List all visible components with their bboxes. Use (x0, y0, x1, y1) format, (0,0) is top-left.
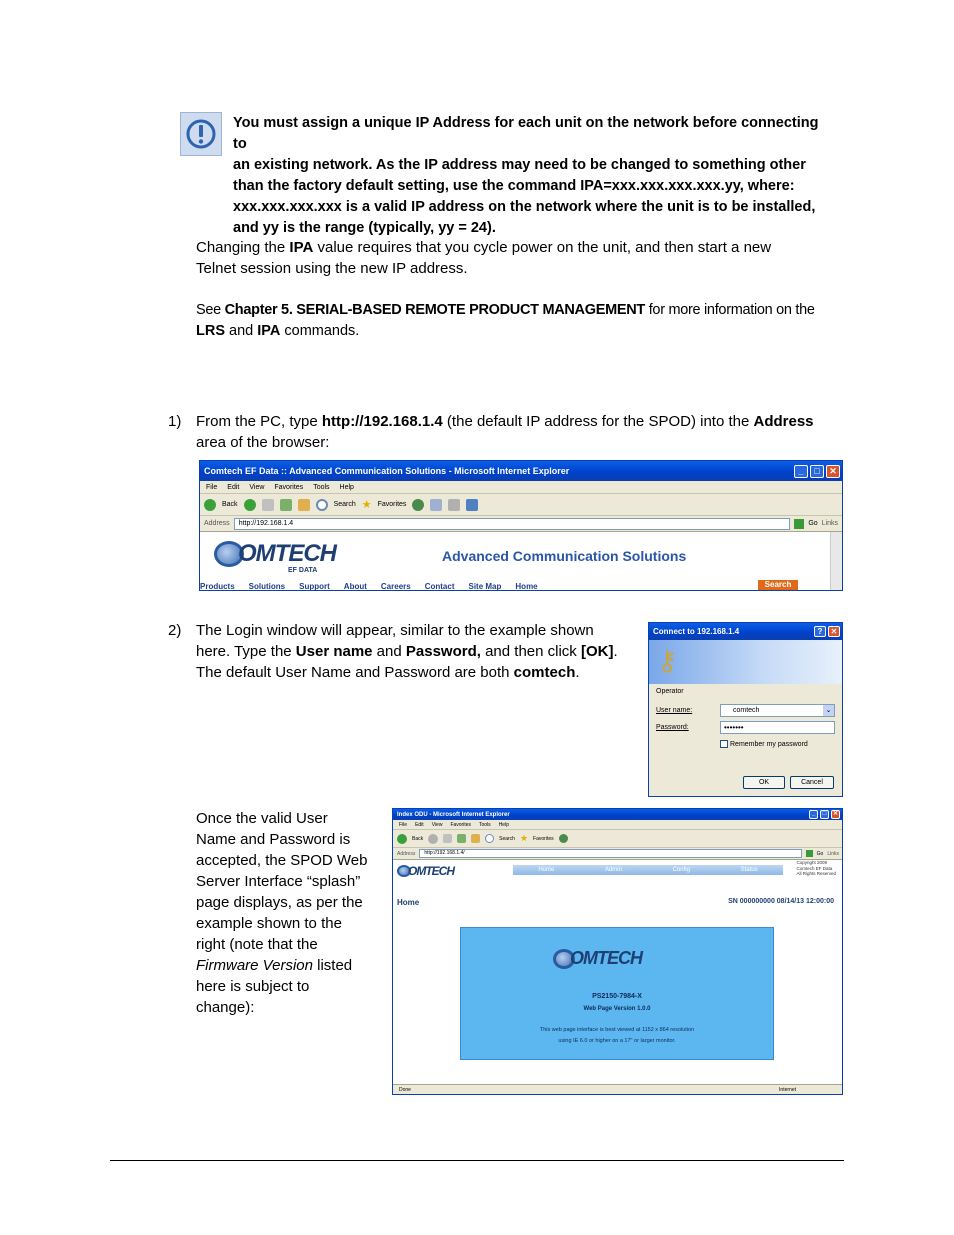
back-button[interactable]: Back (222, 501, 238, 508)
links-button[interactable]: Links (827, 850, 839, 857)
nav-about[interactable]: About (343, 582, 367, 591)
menu-file[interactable]: File (399, 821, 408, 828)
minimize-icon[interactable]: _ (809, 810, 818, 819)
username-label: User name: (656, 707, 693, 714)
menu-tools[interactable]: Tools (479, 821, 491, 828)
nav-sitemap[interactable]: Site Map (468, 582, 502, 591)
nav-solutions[interactable]: Solutions (248, 582, 286, 591)
realm-text: Operator (656, 688, 684, 695)
print-icon[interactable] (448, 499, 460, 511)
chevron-down-icon[interactable]: ⌄ (823, 705, 834, 716)
refresh-icon[interactable] (457, 834, 466, 843)
menu-help[interactable]: Help (339, 483, 354, 491)
address-bar: Address http://192.168.1.4/ Go Links (393, 848, 842, 860)
mail-icon[interactable] (430, 499, 442, 511)
nav-products[interactable]: Products (200, 582, 235, 591)
home-icon[interactable] (298, 499, 310, 511)
address-input[interactable]: http://192.168.1.4/ (419, 849, 801, 858)
best-viewed-line2: using IE 6.0 or higher on a 17" or larger monitor. (558, 1038, 676, 1044)
search-site-button[interactable]: Search (758, 580, 798, 591)
history-icon[interactable] (559, 834, 568, 843)
nav-home[interactable]: Home (538, 867, 555, 873)
go-button[interactable]: Go (816, 850, 824, 857)
help-icon[interactable]: ? (814, 626, 826, 637)
toolbar (200, 494, 842, 516)
forward-icon[interactable] (244, 499, 256, 511)
step1-text: From the PC, type http://192.168.1.4 (the default IP address for the SPOD) into the Address area of the browser: (196, 413, 814, 451)
go-arrow-icon[interactable] (794, 519, 804, 529)
password-label: Password: (656, 724, 689, 731)
dialog-title-bar: Connect to 192.168.1.4 ? ✕ (649, 623, 842, 640)
menu-bar (393, 820, 842, 830)
stop-icon[interactable] (443, 834, 452, 843)
edit-icon[interactable] (466, 499, 478, 511)
note-line: xxx.xxx.xxx.xxx is a valid IP address on the network where the unit is to be installed, (233, 199, 816, 215)
menu-tools[interactable]: Tools (313, 483, 330, 491)
nav-contact[interactable]: Contact (424, 582, 455, 591)
status-bar (393, 1084, 842, 1094)
nav-status[interactable]: Status (740, 867, 758, 873)
step-number: 1) (168, 413, 182, 430)
dialog-banner (649, 640, 842, 684)
close-icon[interactable]: ✕ (826, 465, 840, 478)
favorites-button[interactable]: Favorites (533, 835, 554, 842)
stop-icon[interactable] (262, 499, 274, 511)
star-icon[interactable]: ★ (361, 499, 372, 511)
nav-config[interactable]: Config (672, 867, 690, 873)
search-icon[interactable] (485, 834, 494, 843)
footer-divider (110, 1160, 844, 1161)
splash-page (393, 860, 842, 1084)
back-icon[interactable] (397, 834, 407, 844)
splash-nav (513, 865, 783, 875)
toolbar (393, 830, 842, 848)
copyright: Copyright 2009 Comtech EF Data All Rights Reserved (796, 860, 836, 876)
address-bar: Address http://192.168.1.4 Go Links (200, 516, 842, 532)
site-nav (200, 582, 538, 591)
password-input[interactable]: ••••••• (720, 721, 835, 734)
forward-icon[interactable] (428, 834, 438, 844)
step-number: 2) (168, 622, 182, 639)
search-button[interactable]: Search (333, 501, 356, 508)
favorites-button[interactable]: Favorites (377, 501, 407, 508)
maximize-icon[interactable]: □ (810, 465, 824, 478)
nav-careers[interactable]: Careers (380, 582, 411, 591)
web-page-version: Web Page Version 1.0.0 (583, 1006, 651, 1012)
splash-description: Once the valid User Name and Password is accepted, the SPOD Web Server Interface “splash” page displays, as per the example shown to the right (note that the Firmware Version listed here is subject to change): (196, 810, 368, 1016)
keys-icon: ⚷ (657, 645, 678, 676)
tagline: Advanced Communication Solutions (442, 548, 687, 564)
menu-edit[interactable]: Edit (227, 483, 240, 491)
nav-home[interactable]: Home (515, 582, 538, 591)
note-line: and yy is the range (typically, yy = 24). (233, 220, 496, 236)
close-icon[interactable]: ✕ (832, 811, 839, 817)
links-button[interactable]: Links (821, 520, 838, 527)
close-icon[interactable]: ✕ (828, 626, 840, 637)
menu-file[interactable]: File (206, 483, 218, 491)
page-heading: Home (397, 898, 420, 907)
note-text (233, 113, 833, 239)
menu-favorites[interactable]: Favorites (274, 483, 304, 491)
paragraph-see-chapter: See Chapter 5. SERIAL-BASED REMOTE PRODUCT MANAGEMENT for more information on the LRS and IPA commands. (196, 302, 815, 339)
exclamation-circle-icon (185, 118, 217, 150)
status-zone: Internet (779, 1086, 796, 1093)
back-button[interactable]: Back (412, 835, 424, 842)
paragraph-ipa: Changing the IPA value requires that you cycle power on the unit, and then start a new Telnet session using the new IP address. (196, 239, 772, 277)
note-line: an existing network. As the IP address may need to be changed to something other (233, 157, 806, 173)
minimize-icon[interactable]: _ (794, 465, 808, 478)
go-button[interactable]: Go (808, 520, 818, 527)
remember-checkbox[interactable]: Remember my password (720, 740, 808, 748)
browser-window-splash (392, 808, 843, 1095)
note-line: You must assign a unique IP Address for each unit on the network before connecting to (233, 115, 819, 152)
status-done: Done (399, 1086, 411, 1093)
search-icon[interactable] (316, 499, 328, 511)
note-line: than the factory default setting, use the command IPA=xxx.xxx.xxx.xxx.yy, where: (233, 178, 795, 194)
login-dialog (648, 622, 843, 797)
comtech-page: OMTECH EF DATA Advanced Communication Solutions Products Solutions Support About Careers Contact Site Map Home Search (200, 532, 842, 591)
menu-help[interactable]: Help (498, 821, 509, 828)
home-icon[interactable] (471, 834, 480, 843)
nav-support[interactable]: Support (299, 582, 330, 591)
comtech-logo: OMTECH (214, 540, 336, 568)
comtech-logo-small: OMTECH (397, 864, 454, 878)
maximize-icon[interactable]: □ (820, 810, 829, 819)
title-bar: Index ODU - Microsoft Internet Explorer _ □ ✕ (393, 809, 842, 820)
best-viewed-line1: This web page interface is best viewed at 1152 x 864 resolution (539, 1027, 695, 1033)
username-input[interactable]: comtech ⌄ (720, 704, 835, 717)
splash-panel (460, 927, 774, 1060)
back-icon[interactable] (204, 499, 216, 511)
serial-number: SN 000000000 08/14/13 12:00:00 (728, 898, 834, 905)
browser-window-home (199, 460, 843, 591)
comtech-logo-splash: OMTECH (553, 948, 642, 969)
note-icon-box (180, 112, 222, 156)
checkbox-icon[interactable] (720, 740, 728, 748)
product-name: PS2150-7984-X (592, 993, 642, 1000)
menu-view[interactable]: View (431, 821, 443, 828)
step2-text: The Login window will appear, similar to the example shown here. Type the User name and Password, and then click [OK]. The default User Name and Password are both comtech. (196, 622, 618, 681)
menu-bar (200, 481, 842, 494)
menu-favorites[interactable]: Favorites (450, 821, 471, 828)
menu-edit[interactable]: Edit (415, 821, 424, 828)
nav-admin[interactable]: Admin (604, 867, 622, 873)
title-bar: Comtech EF Data :: Advanced Communication Solutions - Microsoft Internet Explorer _ □ ✕ (200, 461, 842, 481)
go-arrow-icon[interactable] (806, 850, 813, 857)
address-input[interactable]: http://192.168.1.4 (234, 518, 791, 530)
menu-view[interactable]: View (249, 483, 265, 491)
star-icon[interactable]: ★ (519, 833, 529, 843)
cancel-button[interactable]: Cancel (790, 776, 834, 789)
scrollbar[interactable] (830, 532, 842, 591)
refresh-icon[interactable] (280, 499, 292, 511)
history-icon[interactable] (412, 499, 424, 511)
ok-button[interactable]: OK (743, 776, 785, 789)
search-button[interactable]: Search (499, 835, 515, 842)
